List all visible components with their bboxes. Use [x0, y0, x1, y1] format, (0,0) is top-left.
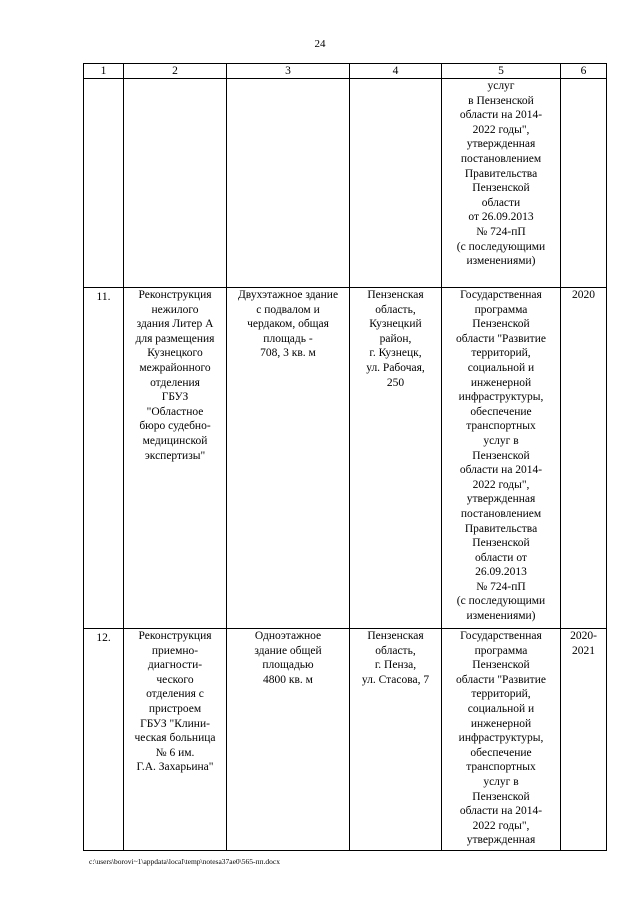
object-name-cell: Реконструкция нежилого здания Литер А для размещения Кузнецкого межрайонного отделения ГБУЗ "Областное бюро судебно- медицинской экспертизы": [124, 288, 227, 629]
object-characteristics-cell: Двухэтажное здание с подвалом и чердаком, общая площадь - 708, 3 кв. м: [227, 288, 350, 629]
object-location-cell: Пензенская область, г. Пенза, ул. Стасова, 7: [350, 629, 442, 851]
year-cell: 2020: [561, 288, 607, 629]
header-cell-4: 4: [350, 64, 442, 79]
row-number-cell: [84, 79, 124, 288]
object-characteristics-cell: Одноэтажное здание общей площадью 4800 кв. м: [227, 629, 350, 851]
object-characteristics-cell: [227, 79, 350, 288]
row-number-cell: 12.: [84, 629, 124, 851]
table-row: [84, 79, 607, 288]
table-header-row: [84, 64, 607, 79]
page-number: 24: [314, 38, 326, 50]
program-basis-cell: услуг в Пензенской области на 2014- 2022 годы", утвержденная постановлением Правительства Пензенской области от 26.09.2013 № 724-пП (с последующими изменениями): [442, 79, 561, 288]
header-cell-5: 5: [442, 64, 561, 79]
object-location-cell: [350, 79, 442, 288]
header-cell-2: 2: [124, 64, 227, 79]
table-row: [84, 288, 607, 629]
header-cell-1: 1: [84, 64, 124, 79]
program-basis-cell: Государственная программа Пензенской области "Развитие территорий, социальной и инженерной инфраструктуры, обеспечение транспортных услуг в Пензенской области на 2014- 2022 годы", утвержденная: [442, 629, 561, 851]
object-name-cell: [124, 79, 227, 288]
table-row: [84, 629, 607, 851]
object-name-cell: Реконструкция приемно- диагности- ческого отделения с пристроем ГБУЗ "Клини- ческая больница № 6 им. Г.А. Захарьина": [124, 629, 227, 851]
year-cell: 2020- 2021: [561, 629, 607, 851]
objects-table: [83, 63, 607, 851]
header-cell-3: 3: [227, 64, 350, 79]
row-number-cell: 11.: [84, 288, 124, 629]
object-location-cell: Пензенская область, Кузнецкий район, г. Кузнецк, ул. Рабочая, 250: [350, 288, 442, 629]
year-cell: [561, 79, 607, 288]
program-basis-cell: Государственная программа Пензенской области "Развитие территорий, социальной и инженерной инфраструктуры, обеспечение транспортных услуг в Пензенской области на 2014- 2022 годы", утвержденная постановлением Правительства Пензенской области от 26.09.2013 № 724-пП (с последующими изменениями): [442, 288, 561, 629]
footer-file-path: c:\users\borovi~1\appdata\local\temp\notesa37ae0\565-пп.docx: [89, 857, 280, 866]
header-cell-6: 6: [561, 64, 607, 79]
